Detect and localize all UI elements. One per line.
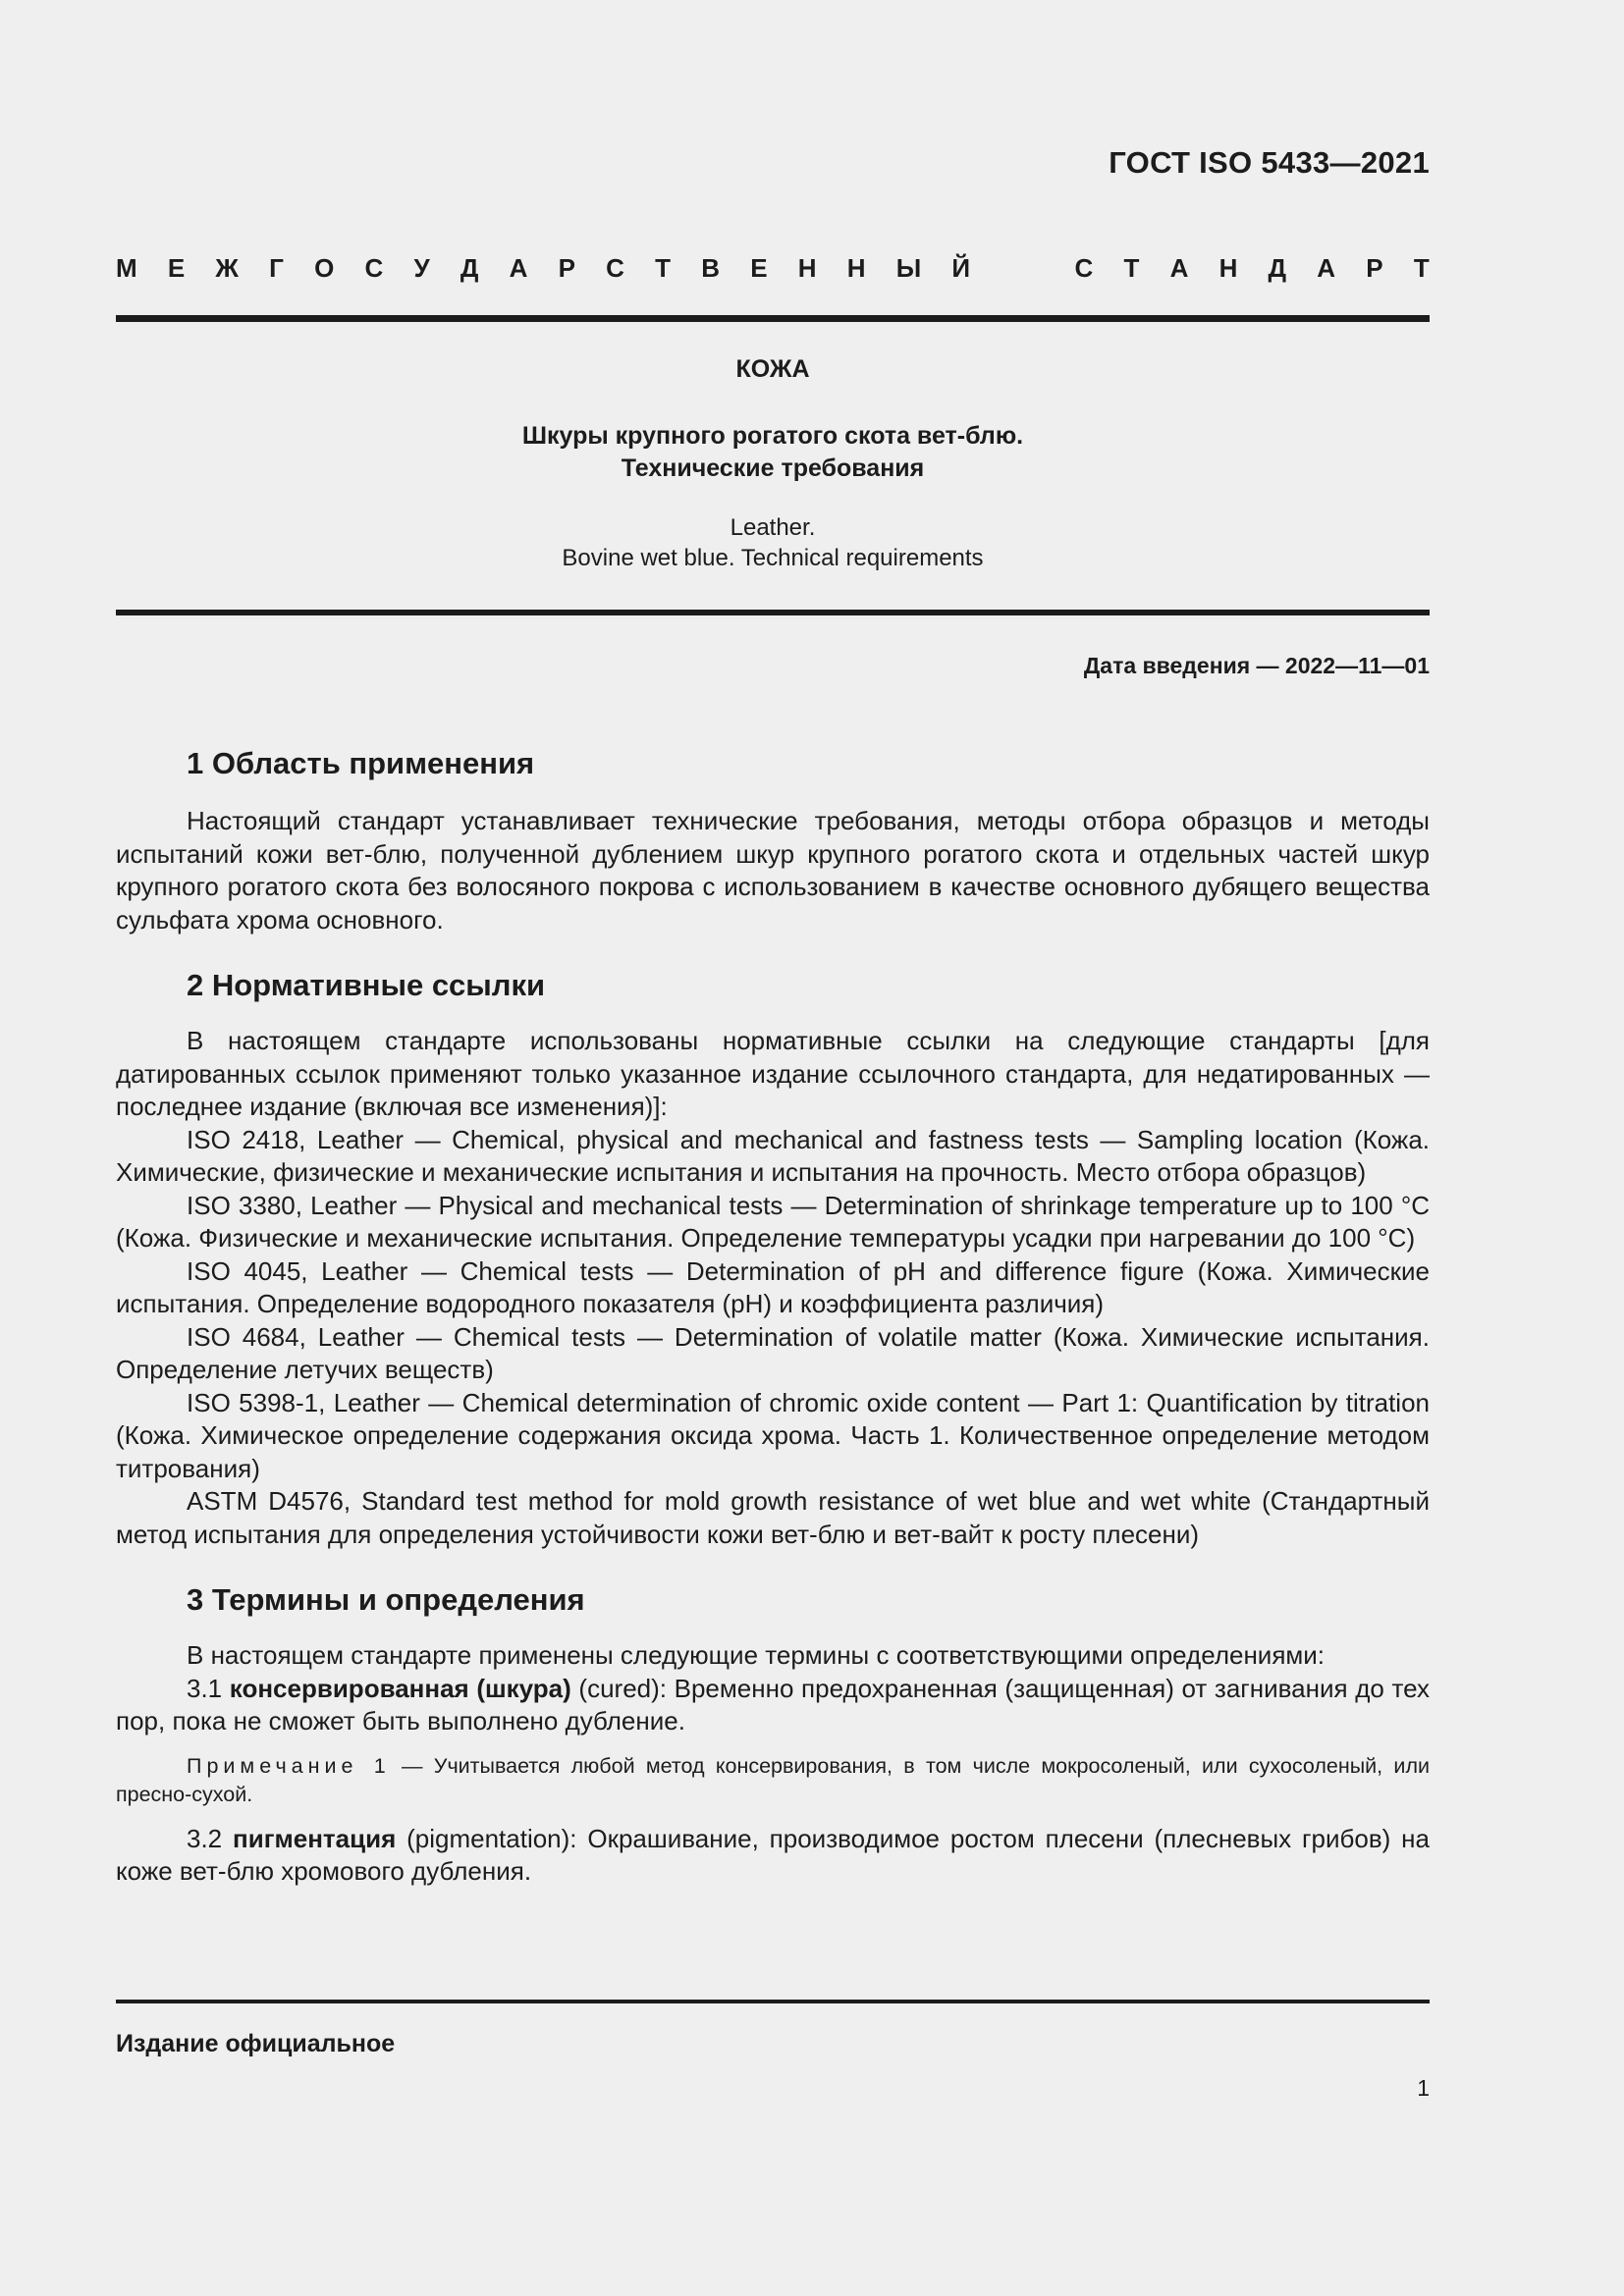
official-edition-label: Издание официальное: [116, 2030, 396, 2057]
banner-letter: Ж: [215, 253, 239, 283]
banner-letter: С: [1074, 253, 1094, 283]
reference-item: ASTM D4576, Standard test method for mold growth resistance of wet blue and wet white (Стандартный метод испытания для определения устойчивости кожи вет-блю и вет-вайт к росту плесени): [116, 1486, 1430, 1549]
title-main: КОЖА: [735, 355, 810, 383]
section-2-heading: 2 Нормативные ссылки: [187, 968, 546, 1002]
note-1-text: — Учитывается любой метод консервирования, в том числе мокросоленый, или сухосоленый, или пресно-сухой.: [116, 1753, 1430, 1806]
banner-letter: Т: [1413, 253, 1430, 283]
banner-letter: Й: [951, 253, 971, 283]
banner-letter: М: [116, 253, 137, 283]
term-3-2: [116, 1823, 1430, 1889]
banner-letter: О: [314, 253, 335, 283]
title-subtitle-line1: Шкуры крупного рогатого скота вет-блю.: [521, 422, 1024, 450]
reference-item: ISO 5398-1, Leather — Chemical determination of chromic oxide content — Part 1: Quantification by titration (Кожа. Химическое определение содержания оксида хрома. Часть 1. Количественное определение методом титрования): [116, 1387, 1430, 1483]
banner-letter: У: [413, 253, 430, 283]
banner-letter: Г: [269, 253, 284, 283]
title-english-line1: Leather.: [730, 514, 816, 541]
banner-letter: С: [364, 253, 384, 283]
banner-letter: Н: [1218, 253, 1238, 283]
term-3-1-definition: (cured): Временно предохраненная (защищенная) от загнивания до тех пор, пока не сможет быть выполнено дубление.: [116, 1673, 1430, 1735]
banner-letter: Т: [655, 253, 672, 283]
introduction-date: Дата введения — 2022—11—01: [1083, 653, 1430, 678]
reference-item: ISO 3380, Leather — Physical and mechanical tests — Determination of shrinkage temperature up to 100 °C (Кожа. Физические и механические испытания. Определение температуры усадки при нагревании до 100 °C): [116, 1190, 1430, 1253]
note-1-label: Примечание 1: [187, 1753, 391, 1778]
banner-letter: Н: [797, 253, 817, 283]
header-rule: [116, 315, 1430, 322]
banner-letter: А: [1317, 253, 1336, 283]
banner-letter: С: [606, 253, 624, 283]
page-number: 1: [1417, 2075, 1430, 2101]
title-english: [116, 512, 1430, 573]
banner-letter: В: [701, 253, 721, 283]
banner-letter: Т: [1123, 253, 1140, 283]
section-2-paragraph: В настоящем стандарте использованы нормативные ссылки на следующие стандарты [для датированных ссылок применяют только указанное издание ссылочного стандарта, для недатированных — последнее издание (включая все изменения)]:: [116, 1026, 1430, 1121]
term-3-2-term: пигментация: [233, 1823, 397, 1853]
banner-word-gap: [1001, 253, 1044, 284]
term-3-2-number: 3.2: [187, 1823, 233, 1853]
reference-item: ISO 4045, Leather — Chemical tests — Determination of pH and difference figure (Кожа. Химические испытания. Определение водородного показателя (pH) и коэффициента различия): [116, 1255, 1430, 1318]
banner-letter: Р: [558, 253, 575, 283]
banner-letter: А: [1169, 253, 1189, 283]
reference-item: ISO 4684, Leather — Chemical tests — Determination of volatile matter (Кожа. Химические испытания. Определение летучих веществ): [116, 1321, 1430, 1384]
term-3-1: [116, 1673, 1430, 1738]
banner-letter: Д: [460, 253, 479, 283]
banner-letter: Р: [1366, 253, 1383, 283]
reference-item: ISO 2418, Leather — Chemical, physical and mechanical and fastness tests — Sampling location (Кожа. Химические, физические и механические испытания и испытания на прочность. Место отбора образцов): [116, 1124, 1430, 1187]
term-3-2-definition: (pigmentation): Окрашивание, производимое ростом плесени (плесневых грибов) на коже вет-блю хромового дубления.: [116, 1823, 1430, 1886]
title-english-line2: Bovine wet blue. Technical requirements: [562, 545, 984, 571]
document-body: [116, 742, 1430, 1889]
title-rule: [116, 610, 1430, 615]
title-subtitle-line2: Технические требования: [621, 454, 925, 482]
document-number: ГОСТ ISO 5433—2021: [1109, 145, 1430, 180]
banner-letter: Е: [750, 253, 768, 283]
banner-letter: Д: [1268, 253, 1287, 283]
section-1-paragraph: Настоящий стандарт устанавливает технические требования, методы отбора образцов и методы испытаний кожи вет-блю, полученной дублением шкур крупного рогатого скота и отдельных частей шкур крупного рогатого скота без волосяного покрова с использованием в качестве основного дубящего вещества сульфата хрома основного.: [116, 806, 1430, 934]
banner-letter: Н: [846, 253, 866, 283]
note-1: [116, 1752, 1430, 1809]
banner-letter: Е: [167, 253, 186, 283]
section-3-heading: 3 Термины и определения: [187, 1582, 585, 1617]
term-3-1-term: консервированная (шкура): [229, 1673, 571, 1703]
footer-rule: [116, 2000, 1430, 2003]
term-3-1-number: 3.1: [187, 1673, 230, 1703]
interstate-standard-banner: [116, 253, 1430, 284]
banner-letter: Ы: [895, 253, 922, 283]
title-subtitle: [116, 420, 1430, 485]
section-1-heading: 1 Область применения: [187, 746, 535, 780]
banner-letter: А: [509, 253, 528, 283]
section-3-paragraph: В настоящем стандарте применены следующие термины с соответствующими определениями:: [187, 1640, 1326, 1670]
